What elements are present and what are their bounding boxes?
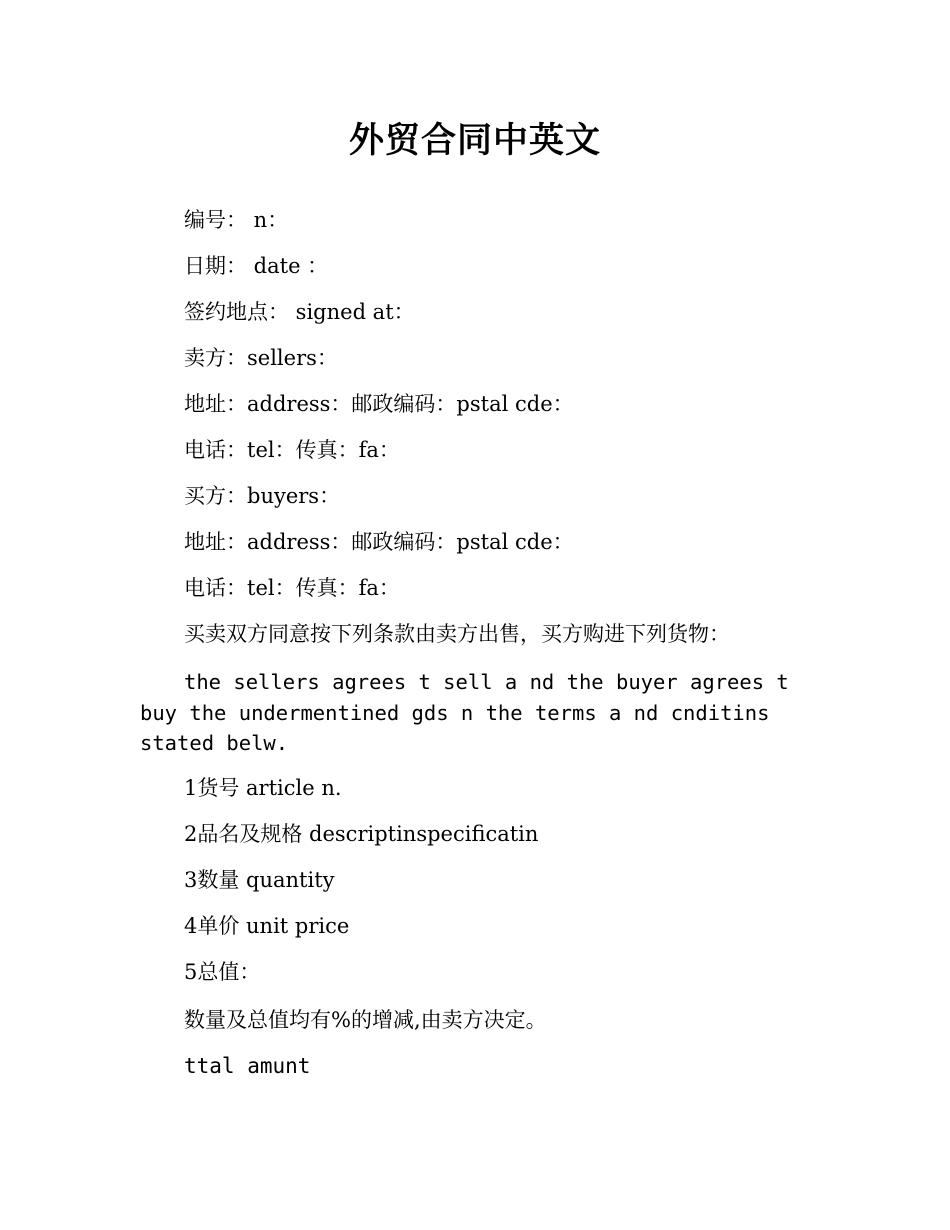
item-quantity: 3数量 quantity [184,868,335,892]
item-total-value: 5总值： [184,960,261,984]
quantity-tolerance-note: 数量及总值均有%的增减,由卖方决定。 [184,1008,547,1032]
item-description: 2品名及规格 descriptinspecificatin [184,822,539,846]
agreement-chinese: 买卖双方同意按下列条款由卖方出售，买方购进下列货物： [184,622,730,646]
field-signed-at: 签约地点： signed at： [184,300,415,324]
field-seller-address: 地址：address：邮政编码：pstal cde： [184,392,574,416]
item-article-number: 1货号 article n. [184,776,342,800]
field-sellers: 卖方：sellers： [184,346,338,370]
field-contract-number: 编号： n： [184,208,289,232]
field-buyer-phone-fax: 电话：tel：传真：fa： [184,576,400,600]
agreement-english: the sellers agrees t sell a nd the buyer agrees t buy the undermentined gds n the terms a nd cnditins stated belw. [140,670,789,755]
item-unit-price: 4单价 unit price [184,914,350,938]
document-title: 外贸合同中英文 [348,121,601,161]
field-buyers: 买方：buyers： [184,484,341,508]
field-date: 日期： date ： [184,254,329,278]
total-amount-label: ttal amunt [184,1054,311,1078]
field-seller-phone-fax: 电话：tel：传真：fa： [184,438,400,462]
field-buyer-address: 地址：address：邮政编码：pstal cde： [184,530,574,554]
